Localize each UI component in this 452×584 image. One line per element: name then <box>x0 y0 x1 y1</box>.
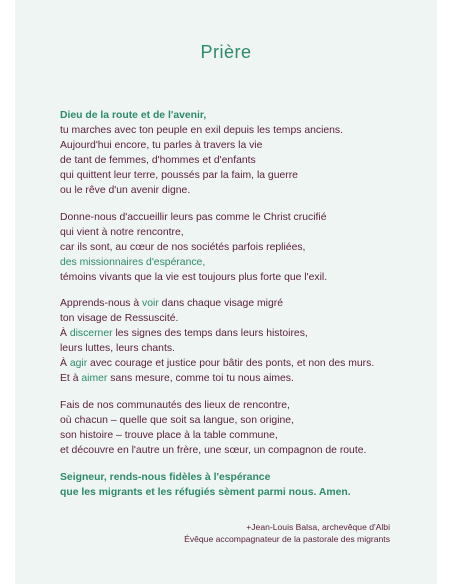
stanza3-line5 <box>60 356 374 371</box>
stanza1-line1: Dieu de la route et de l'avenir, <box>60 110 207 121</box>
stanza3-line3-part1: À <box>60 328 70 339</box>
page-title: Prière <box>200 42 252 62</box>
stanza3-line3 <box>60 326 308 341</box>
stanza1-line6: ou le rêve d'un avenir digne. <box>60 185 191 196</box>
closing-line2: que les migrants et les réfugiés sèment parmi nous. Amen. <box>60 487 351 498</box>
stanza4-line1: Fais de nos communautés des lieux de rencontre, <box>60 400 290 411</box>
stanza3-line1 <box>60 296 283 311</box>
stanza3-line6 <box>60 371 294 386</box>
stanza3-line3-part3: les signes des temps dans leurs histoires, <box>112 328 308 339</box>
stanza3-line4: leurs luttes, leurs chants. <box>60 343 175 354</box>
stanza1-line2: tu marches avec ton peuple en exil depuis les temps anciens. <box>60 125 344 136</box>
stanza3-line6-part3: sans mesure, comme toi tu nous aimes. <box>107 373 294 384</box>
stanza3-line1-part3: dans chaque visage migré <box>158 298 283 309</box>
closing-line1: Seigneur, rends-nous fidèles à l'espérance <box>60 472 271 483</box>
stanza4-line4: et découvre en l'autre un frère, une sœur, un compagnon de route. <box>60 445 367 456</box>
stanza2-line5: témoins vivants que la vie est toujours plus forte que l'exil. <box>60 272 328 283</box>
signature-name: +Jean-Louis Balsa, archevêque d'Albi <box>246 522 390 532</box>
stanza3-keyword-discerner: discerner <box>69 328 113 339</box>
stanza2-line4: des missionnaires d'espérance, <box>60 257 206 268</box>
stanza3-line6-part1: Et à <box>60 373 82 384</box>
prayer-page <box>15 0 437 584</box>
stanza1-line4: de tant de femmes, d'hommes et d'enfants <box>60 155 256 166</box>
stanza2-line1: Donne-nous d'accueillir leurs pas comme le Christ crucifié <box>60 212 327 223</box>
stanza3-keyword-aimer: aimer <box>81 373 108 384</box>
stanza4-line3: son histoire – trouve place à la table commune, <box>60 430 278 441</box>
stanza2-line3: car ils sont, au cœur de nos sociétés parfois repliées, <box>60 242 306 253</box>
stanza1-line3: Aujourd'hui encore, tu parles à travers la vie <box>60 140 263 151</box>
stanza1-line5: qui quittent leur terre, poussés par la faim, la guerre <box>60 170 298 181</box>
stanza3-line5-part3: avec courage et justice pour bâtir des ponts, et non des murs. <box>87 358 375 369</box>
stanza3-line5-part1: À <box>60 358 70 369</box>
stanza3-keyword-voir: voir <box>142 298 159 309</box>
stanza3-line2: ton visage de Ressuscité. <box>60 313 179 324</box>
stanza3-line1-part1: Apprends-nous à <box>60 298 143 309</box>
signature-title: Évêque accompagnateur de la pastorale des migrants <box>184 534 390 544</box>
stanza3-keyword-agir: agir <box>69 358 88 369</box>
stanza2-line2: qui vient à notre rencontre, <box>60 227 184 238</box>
stanza4-line2: où chacun – quelle que soit sa langue, son origine, <box>60 415 294 426</box>
